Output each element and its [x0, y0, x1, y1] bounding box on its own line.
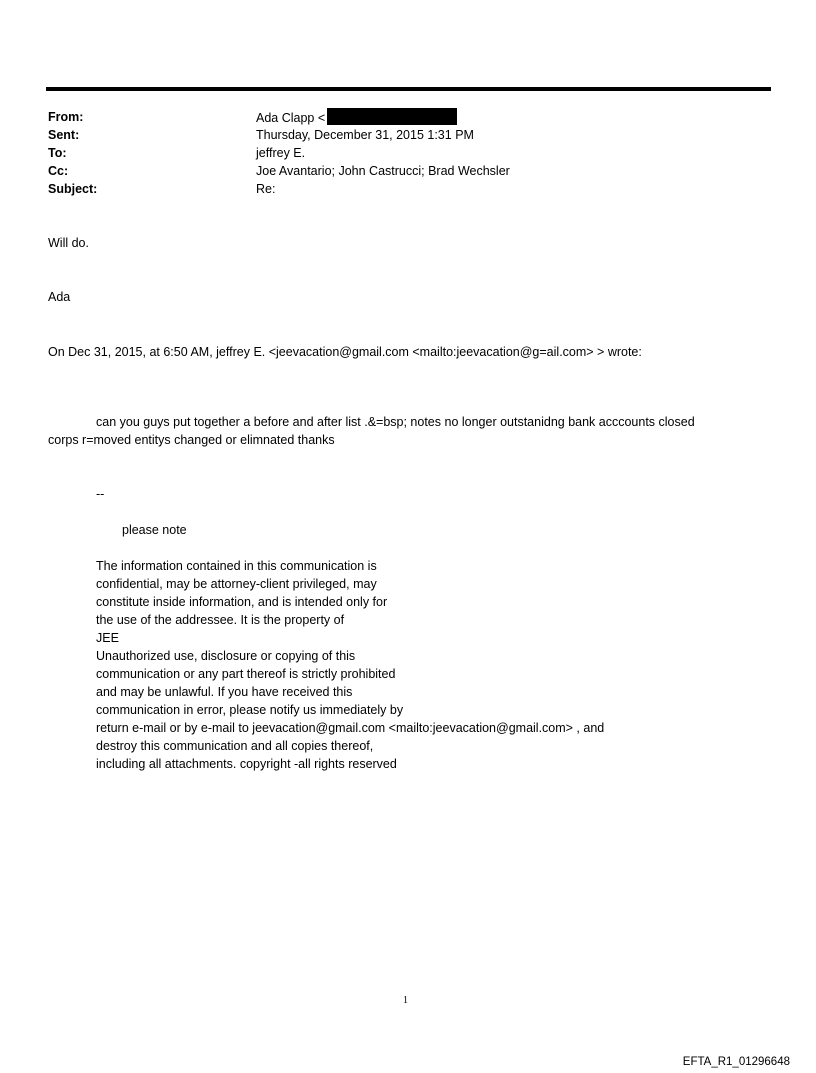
cc-label: Cc:: [48, 164, 69, 178]
signature-separator: --: [96, 487, 105, 501]
disclaimer-line: including all attachments. copyright -all rights reserved: [96, 757, 397, 771]
bates-number: EFTA_R1_01296648: [682, 1056, 790, 1068]
disclaimer-line: and may be unlawful. If you have received this: [96, 685, 353, 699]
please-note: please note: [122, 523, 187, 537]
disclaimer-line: communication in error, please notify us immediately by: [96, 703, 404, 717]
from-value: [256, 108, 457, 127]
redaction-block: [327, 108, 457, 125]
quoted-line-2: corps r=moved entitys changed or elimnated thanks: [48, 433, 335, 447]
disclaimer-line: destroy this communication and all copies thereof,: [96, 739, 374, 753]
disclaimer-line: return e-mail or by e-mail to jeevacation@gmail.com <mailto:jeevacation@gmail.com> , and: [96, 721, 605, 735]
header-rule: [46, 87, 771, 91]
disclaimer-line: constitute inside information, and is intended only for: [96, 595, 388, 609]
from-label: From:: [48, 110, 84, 124]
to-value: jeffrey E.: [256, 146, 306, 160]
cc-value: Joe Avantario; John Castrucci; Brad Wechsler: [256, 164, 510, 178]
disclaimer: [96, 557, 604, 773]
sent-label: Sent:: [48, 128, 80, 142]
to-label: To:: [48, 146, 67, 160]
reply-signature: Ada: [48, 290, 71, 304]
reply-line: Will do.: [48, 236, 89, 250]
quote-intro: On Dec 31, 2015, at 6:50 AM, jeffrey E. <jeevacation@gmail.com <mailto:jeevacation@g=ail.com> > wrote:: [48, 345, 642, 359]
disclaimer-line: Unauthorized use, disclosure or copying of this: [96, 649, 356, 663]
disclaimer-line: the use of the addressee. It is the property of: [96, 613, 345, 627]
quoted-line-1: can you guys put together a before and after list .&=bsp; notes no longer outstanidng bank acccounts closed: [96, 415, 695, 429]
disclaimer-line: The information contained in this communication is: [96, 559, 377, 573]
subject-label: Subject:: [48, 182, 98, 196]
page-number: 1: [403, 995, 408, 1006]
disclaimer-line: JEE: [96, 631, 119, 645]
sent-value: Thursday, December 31, 2015 1:31 PM: [256, 128, 474, 142]
subject-value: Re:: [256, 182, 276, 196]
disclaimer-line: confidential, may be attorney-client privileged, may: [96, 577, 377, 591]
disclaimer-line: communication or any part thereof is strictly prohibited: [96, 667, 396, 681]
from-sender: Ada Clapp <: [256, 111, 326, 125]
